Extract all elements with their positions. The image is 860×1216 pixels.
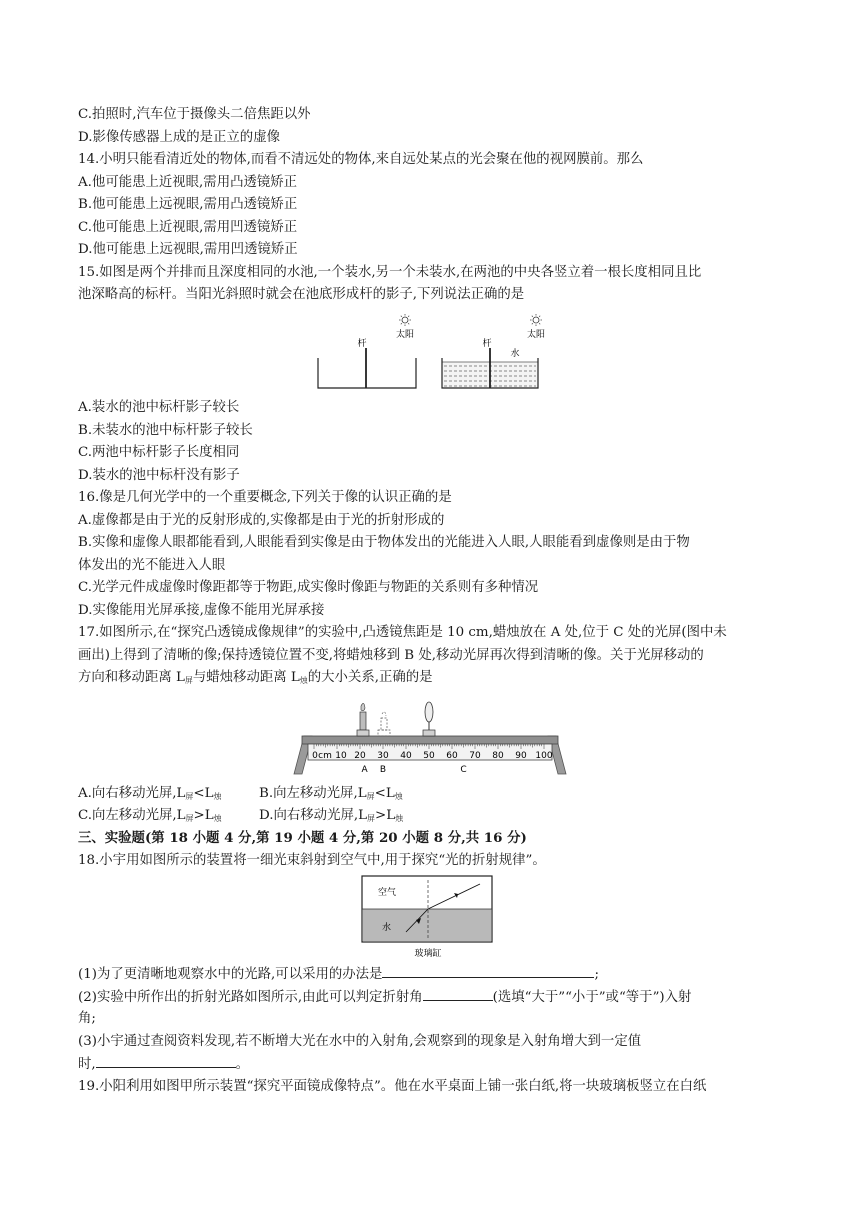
tank-caption: 玻璃缸 (414, 949, 442, 959)
q16-option-b-line2: 体发出的光不能进入人眼 (78, 558, 226, 573)
convex-lens (423, 702, 435, 736)
sun-label-right: 太阳 (526, 330, 546, 340)
q18-part3-line1: (3)小宇通过查阅资料发现,若不断增大光在水中的入射角,会观察到的现象是入射角增大到一定值 (78, 1034, 642, 1049)
q16-option-b-line1: B.实像和虚像人眼都能看到,人眼能看到实像是由于物体发出的光能进入人眼,人眼能看到虚像则是由于物 (78, 535, 690, 550)
tick-label-30: 30 (377, 751, 389, 761)
q14-option-d: D.他可能患上远视眼,需用凹透镜矫正 (78, 242, 298, 257)
q17-stem-line2: 画出)上得到了清晰的像;保持透镜位置不变,将蜡烛移到 B 处,移动光屏再次得到清晰的像。关于光屏移动的 (78, 648, 704, 663)
optical-bench-figure (290, 700, 570, 780)
q15-option-b: B.未装水的池中标杆影子较长 (78, 423, 253, 438)
tick-label-80: 80 (492, 751, 504, 761)
section-3-heading: 三、实验题(第 18 小题 4 分,第 19 小题 4 分,第 20 小题 8 分,共 16 分) (78, 830, 527, 846)
q14-option-c: C.他可能患上近视眼,需用凹透镜矫正 (78, 220, 298, 235)
tick-label-90: 90 (515, 751, 527, 761)
q13-option-d: D.影像传感器上成的是正立的虚像 (78, 130, 280, 145)
q14-option-a: A.他可能患上近视眼,需用凸透镜矫正 (78, 175, 298, 190)
answer-blank-1[interactable] (382, 963, 594, 978)
sun-icon-left (399, 314, 411, 326)
tick-label-20: 20 (354, 751, 366, 761)
candle-dashed (378, 712, 390, 736)
q15-stem-line1: 15.如图是两个并排而且深度相同的水池,一个装水,另一个未装水,在两池的中央各竖立着一根长度相同且比 (78, 265, 702, 280)
q16-stem: 16.像是几何光学中的一个重要概念,下列关于像的认识正确的是 (78, 490, 452, 505)
q17-options-row2: C.向左移动光屏$,L_屏>L_烛$ D.向右移动光屏$,L_屏>L_烛$ (78, 808, 404, 823)
air-label: 空气 (378, 888, 397, 898)
q16-option-d: D.实像能用光屏承接,虚像不能用光屏承接 (78, 603, 325, 618)
water-label-18: 水 (382, 923, 392, 933)
tick-label-100: 100 (535, 751, 553, 761)
q15-option-c: C.两池中标杆影子长度相同 (78, 445, 240, 460)
sun-label-left: 太阳 (395, 330, 415, 340)
marker-A: A (361, 765, 368, 775)
tick-label-unit: cm (318, 751, 332, 761)
answer-blank-3[interactable] (96, 1053, 236, 1068)
q17-stem-line1: 17.如图所示,在“探究凸透镜成像规律”的实验中,凸透镜焦距是 10 cm,蜡烛放在 A 处,位于 C 处的光屏(图中未 (78, 625, 727, 640)
tick-label-0: 0 (312, 751, 318, 761)
q14-option-b: B.他可能患上远视眼,需用凸透镜矫正 (78, 197, 298, 212)
tick-label-70: 70 (469, 751, 481, 761)
q17-stem-line3: 方向和移动距离 $L_屏$与蜡烛移动距离 $L_烛$的大小关系,正确的是 (78, 670, 433, 685)
q14-stem: 14.小明只能看清近处的物体,而看不清远处的物体,来自远处某点的光会聚在他的视网膜前。那么 (78, 152, 644, 167)
pole-label-left: 杆 (357, 339, 367, 349)
q17-options-row1: A.向右移动光屏$,L_屏<L_烛$ B.向左移动光屏$,L_屏<L_烛$ (78, 786, 403, 801)
sun-icon-right (530, 314, 542, 326)
q19-stem: 19.小阳利用如图甲所示装置“探究平面镜成像特点”。他在水平桌面上铺一张白纸,将一块玻璃板竖立在白纸 (78, 1079, 707, 1094)
water-label: 水 (510, 349, 520, 359)
marker-C: C (460, 765, 467, 775)
q18-part1: (1)为了更清晰地观察水中的光路,可以采用的办法是 ; (78, 963, 599, 986)
q18-part3-line2: 时, 。 (78, 1053, 249, 1076)
q18-part2-line2: 角; (78, 1011, 96, 1026)
tick-label-60: 60 (446, 751, 458, 761)
tick-label-10: 10 (335, 751, 347, 761)
q15-option-d: D.装水的池中标杆没有影子 (78, 468, 240, 483)
tick-label-50: 50 (423, 751, 435, 761)
q16-option-c: C.光学元件成虚像时像距都等于物距,成实像时像距与物距的关系则有多种情况 (78, 580, 539, 595)
pool-figure (310, 312, 550, 392)
water-pool (442, 314, 545, 388)
q16-option-a: A.虚像都是由于光的反射形成的,实像都是由于光的折射形成的 (78, 513, 445, 528)
bench-rail (302, 736, 558, 744)
q18-stem: 18.小宇用如图所示的装置将一细光束斜射到空气中,用于探究“光的折射规律”。 (78, 853, 546, 868)
pole-label-right: 杆 (482, 339, 492, 349)
refraction-figure (358, 872, 498, 962)
q18-part2-line1: (2)实验中所作出的折射光路如图所示,由此可以判定折射角 (选填“大于”“小于”或“等于”)入射 (78, 986, 691, 1009)
q13-option-c: C.拍照时,汽车位于摄像头二倍焦距以外 (78, 107, 311, 122)
candle (357, 703, 369, 736)
q15-stem-line2: 池深略高的标杆。当阳光斜照时就会在池底形成杆的影子,下列说法正确的是 (78, 287, 525, 302)
answer-blank-2[interactable] (423, 986, 493, 1001)
marker-B: B (379, 765, 387, 775)
empty-pool (318, 314, 416, 388)
tick-label-40: 40 (400, 751, 412, 761)
q15-option-a: A.装水的池中标杆影子较长 (78, 400, 240, 415)
